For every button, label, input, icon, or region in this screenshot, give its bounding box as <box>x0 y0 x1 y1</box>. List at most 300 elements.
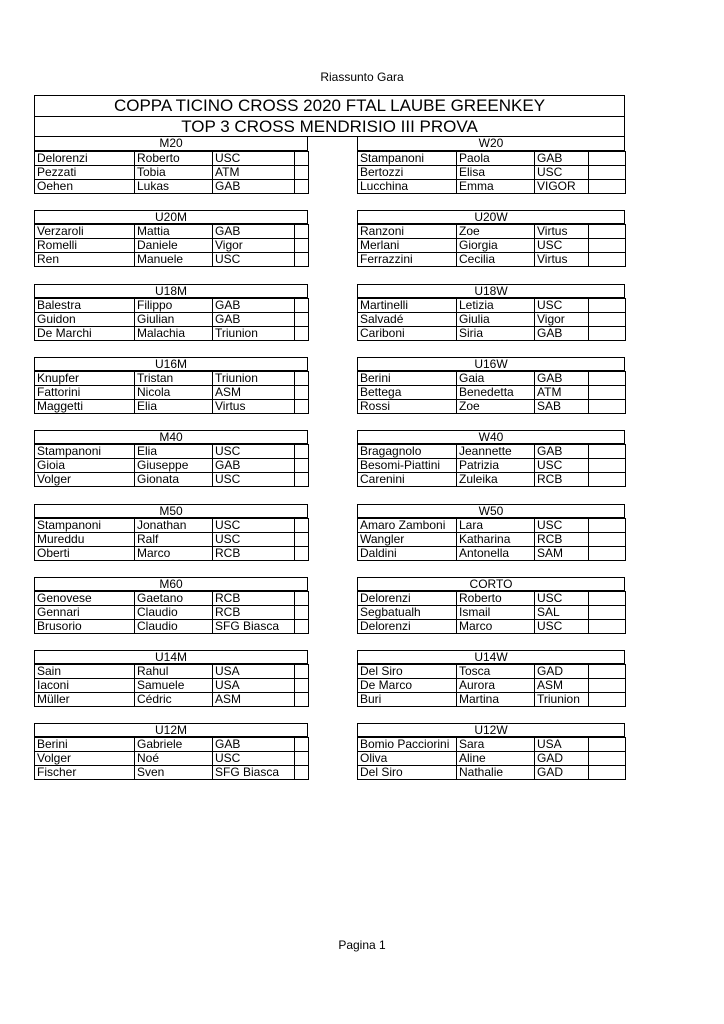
page-footer: Pagina 1 <box>338 938 386 952</box>
firstname-cell: Gaetano <box>135 591 213 605</box>
firstname-cell: Tristan <box>135 371 213 385</box>
firstname-cell: Sven <box>135 766 213 780</box>
firstname-cell: Giorgia <box>457 239 535 253</box>
surname-cell: Wangler <box>358 532 457 546</box>
category-block-right <box>357 577 625 634</box>
empty-cell <box>295 152 309 166</box>
club-cell: Vigor <box>213 239 295 253</box>
firstname-cell: Roberto <box>135 152 213 166</box>
table-row <box>358 518 626 532</box>
surname-cell: Oberti <box>35 546 135 560</box>
category-block-right <box>357 210 625 267</box>
club-cell: USC <box>535 298 589 312</box>
empty-cell <box>589 152 626 166</box>
club-cell: GAB <box>213 738 295 752</box>
empty-cell <box>589 738 626 752</box>
title-box <box>34 95 625 137</box>
category-block-left <box>34 723 308 780</box>
surname-cell: Segbatualh <box>358 605 457 619</box>
firstname-cell: Aline <box>457 752 535 766</box>
firstname-cell: Zoe <box>457 225 535 239</box>
firstname-cell: Martina <box>457 693 535 707</box>
surname-cell: Buri <box>358 693 457 707</box>
results-table <box>357 151 626 194</box>
table-row <box>35 298 309 312</box>
table-row <box>358 693 626 707</box>
empty-cell <box>589 298 626 312</box>
club-cell: USC <box>535 459 589 473</box>
firstname-cell: Marco <box>135 546 213 560</box>
firstname-cell: Gabriele <box>135 738 213 752</box>
club-cell: USA <box>213 679 295 693</box>
surname-cell: Iaconi <box>35 679 135 693</box>
table-row <box>35 693 309 707</box>
table-row <box>358 532 626 546</box>
empty-cell <box>295 298 309 312</box>
category-block-right <box>357 284 625 341</box>
category-block-left <box>34 650 308 707</box>
club-cell: GAB <box>535 326 589 340</box>
table-row <box>358 298 626 312</box>
table-row <box>358 152 626 166</box>
table-row <box>35 253 309 267</box>
table-row <box>35 518 309 532</box>
results-table <box>357 737 626 780</box>
club-cell: USC <box>213 518 295 532</box>
club-cell: USC <box>535 239 589 253</box>
surname-cell: Ren <box>35 253 135 267</box>
table-row <box>35 445 309 459</box>
empty-cell <box>295 180 309 194</box>
empty-cell <box>295 752 309 766</box>
table-row <box>35 591 309 605</box>
empty-cell <box>589 532 626 546</box>
firstname-cell: Samuele <box>135 679 213 693</box>
empty-cell <box>295 693 309 707</box>
results-table <box>357 371 626 414</box>
table-row <box>35 459 309 473</box>
category-block-right <box>357 723 625 780</box>
firstname-cell: Manuele <box>135 253 213 267</box>
firstname-cell: Noé <box>135 752 213 766</box>
empty-cell <box>295 532 309 546</box>
table-row <box>35 473 309 487</box>
firstname-cell: Lara <box>457 518 535 532</box>
firstname-cell: Marco <box>457 619 535 633</box>
table-row <box>35 532 309 546</box>
empty-cell <box>295 399 309 413</box>
firstname-cell: Malachia <box>135 326 213 340</box>
competition-title: COPPA TICINO CROSS 2020 FTAL LAUBE GREENKEY <box>113 96 546 115</box>
surname-cell: Balestra <box>35 298 135 312</box>
firstname-cell: Ralf <box>135 532 213 546</box>
empty-cell <box>589 459 626 473</box>
results-table <box>357 591 626 634</box>
results-table <box>34 591 309 634</box>
firstname-cell: Letizia <box>457 298 535 312</box>
firstname-cell: Claudio <box>135 619 213 633</box>
firstname-cell: Gaia <box>457 371 535 385</box>
club-cell: USC <box>213 152 295 166</box>
club-cell: USC <box>535 619 589 633</box>
category-block-left <box>34 284 308 341</box>
category-name: U18M <box>34 284 308 298</box>
surname-cell: Daldini <box>358 546 457 560</box>
firstname-cell: Sara <box>457 738 535 752</box>
table-row <box>358 253 626 267</box>
firstname-cell: Elisa <box>457 166 535 180</box>
club-cell: USC <box>213 445 295 459</box>
club-cell: Triunion <box>535 693 589 707</box>
empty-cell <box>295 445 309 459</box>
club-cell: ASM <box>213 385 295 399</box>
empty-cell <box>589 399 626 413</box>
category-name: U12W <box>357 723 625 737</box>
category-name: W50 <box>357 504 625 518</box>
club-cell: Virtus <box>535 253 589 267</box>
club-cell: SAL <box>535 605 589 619</box>
empty-cell <box>589 766 626 780</box>
category-block-right <box>357 357 625 414</box>
firstname-cell: Zuleika <box>457 473 535 487</box>
empty-cell <box>295 239 309 253</box>
empty-cell <box>295 546 309 560</box>
firstname-cell: Nathalie <box>457 766 535 780</box>
category-name: U14M <box>34 650 308 664</box>
category-name: U18W <box>357 284 625 298</box>
table-row <box>35 605 309 619</box>
club-cell: SAB <box>535 399 589 413</box>
empty-cell <box>589 326 626 340</box>
category-name: U14W <box>357 650 625 664</box>
club-cell: USA <box>213 665 295 679</box>
table-row <box>358 371 626 385</box>
surname-cell: Verzaroli <box>35 225 135 239</box>
table-row <box>35 239 309 253</box>
club-cell: RCB <box>213 591 295 605</box>
empty-cell <box>295 518 309 532</box>
club-cell: RCB <box>535 532 589 546</box>
surname-cell: Oliva <box>358 752 457 766</box>
category-block-left <box>34 137 308 194</box>
empty-cell <box>589 546 626 560</box>
results-table <box>34 151 309 194</box>
table-row <box>35 752 309 766</box>
club-cell: Virtus <box>535 225 589 239</box>
club-cell: USC <box>535 166 589 180</box>
surname-cell: Amaro Zamboni <box>358 518 457 532</box>
results-table <box>357 298 626 341</box>
empty-cell <box>589 253 626 267</box>
surname-cell: Sain <box>35 665 135 679</box>
surname-cell: De Marchi <box>35 326 135 340</box>
club-cell: ASM <box>213 693 295 707</box>
firstname-cell: Katharina <box>457 532 535 546</box>
firstname-cell: Patrizia <box>457 459 535 473</box>
club-cell: SFG Biasca <box>213 619 295 633</box>
firstname-cell: Filippo <box>135 298 213 312</box>
category-name: M50 <box>34 504 308 518</box>
surname-cell: Stampanoni <box>35 445 135 459</box>
firstname-cell: Siria <box>457 326 535 340</box>
empty-cell <box>589 166 626 180</box>
empty-cell <box>295 766 309 780</box>
empty-cell <box>295 605 309 619</box>
club-cell: VIGOR <box>535 180 589 194</box>
table-row <box>35 326 309 340</box>
surname-cell: Martinelli <box>358 298 457 312</box>
surname-cell: Müller <box>35 693 135 707</box>
surname-cell: Fattorini <box>35 385 135 399</box>
table-row <box>358 679 626 693</box>
empty-cell <box>589 693 626 707</box>
results-table <box>357 664 626 707</box>
firstname-cell: Tobia <box>135 166 213 180</box>
surname-cell: De Marco <box>358 679 457 693</box>
category-block-left <box>34 210 308 267</box>
surname-cell: Stampanoni <box>358 152 457 166</box>
surname-cell: Knupfer <box>35 371 135 385</box>
category-name: W40 <box>357 430 625 444</box>
surname-cell: Delorenzi <box>35 152 135 166</box>
category-name: M20 <box>34 137 308 151</box>
firstname-cell: Nicola <box>135 385 213 399</box>
surname-cell: Ranzoni <box>358 225 457 239</box>
firstname-cell: Tosca <box>457 665 535 679</box>
empty-cell <box>589 239 626 253</box>
table-row <box>358 665 626 679</box>
empty-cell <box>589 605 626 619</box>
club-cell: RCB <box>535 473 589 487</box>
club-cell: USC <box>213 532 295 546</box>
table-row <box>35 312 309 326</box>
surname-cell: Gennari <box>35 605 135 619</box>
surname-cell: Berini <box>358 371 457 385</box>
empty-cell <box>589 518 626 532</box>
empty-cell <box>589 371 626 385</box>
firstname-cell: Rahul <box>135 665 213 679</box>
table-row <box>35 399 309 413</box>
empty-cell <box>295 473 309 487</box>
empty-cell <box>589 225 626 239</box>
firstname-cell: Paola <box>457 152 535 166</box>
category-block-left <box>34 504 308 561</box>
surname-cell: Berini <box>35 738 135 752</box>
club-cell: SAM <box>535 546 589 560</box>
empty-cell <box>295 619 309 633</box>
surname-cell: Bomio Pacciorini <box>358 738 457 752</box>
club-cell: ASM <box>535 679 589 693</box>
table-row <box>35 385 309 399</box>
firstname-cell: Roberto <box>457 591 535 605</box>
empty-cell <box>295 371 309 385</box>
firstname-cell: Jeannette <box>457 445 535 459</box>
empty-cell <box>589 591 626 605</box>
empty-cell <box>295 665 309 679</box>
empty-cell <box>295 459 309 473</box>
table-row <box>358 385 626 399</box>
firstname-cell: Cédric <box>135 693 213 707</box>
surname-cell: Lucchina <box>358 180 457 194</box>
surname-cell: Gioia <box>35 459 135 473</box>
club-cell: USC <box>535 518 589 532</box>
surname-cell: Salvadé <box>358 312 457 326</box>
surname-cell: Delorenzi <box>358 619 457 633</box>
firstname-cell: Claudio <box>135 605 213 619</box>
club-cell: GAB <box>535 445 589 459</box>
club-cell: GAD <box>535 766 589 780</box>
category-block-right <box>357 430 625 487</box>
surname-cell: Bettega <box>358 385 457 399</box>
surname-cell: Guidon <box>35 312 135 326</box>
surname-cell: Del Siro <box>358 665 457 679</box>
surname-cell: Volger <box>35 473 135 487</box>
table-row <box>358 459 626 473</box>
firstname-cell: Giulia <box>457 312 535 326</box>
table-row <box>358 312 626 326</box>
table-row <box>358 605 626 619</box>
club-cell: GAD <box>535 752 589 766</box>
surname-cell: Cariboni <box>358 326 457 340</box>
club-cell: RCB <box>213 546 295 560</box>
results-table <box>34 371 309 414</box>
table-row <box>35 679 309 693</box>
club-cell: GAD <box>535 665 589 679</box>
table-row <box>35 371 309 385</box>
club-cell: USC <box>213 752 295 766</box>
surname-cell: Delorenzi <box>358 591 457 605</box>
category-name: W20 <box>357 137 625 151</box>
club-cell: GAB <box>213 180 295 194</box>
firstname-cell: Aurora <box>457 679 535 693</box>
category-block-left <box>34 577 308 634</box>
firstname-cell: Cecilia <box>457 253 535 267</box>
surname-cell: Stampanoni <box>35 518 135 532</box>
race-title: TOP 3 CROSS MENDRISIO III PROVA <box>35 116 624 137</box>
club-cell: Virtus <box>213 399 295 413</box>
firstname-cell: Elia <box>135 399 213 413</box>
table-row <box>35 665 309 679</box>
category-name: U16W <box>357 357 625 371</box>
table-row <box>358 546 626 560</box>
table-row <box>358 225 626 239</box>
empty-cell <box>295 326 309 340</box>
club-cell: ATM <box>213 166 295 180</box>
surname-cell: Brusorio <box>35 619 135 633</box>
results-table <box>357 224 626 267</box>
category-block-right <box>357 650 625 707</box>
results-table <box>34 518 309 561</box>
club-cell: USC <box>213 473 295 487</box>
surname-cell: Romelli <box>35 239 135 253</box>
results-table <box>34 298 309 341</box>
table-row <box>35 152 309 166</box>
empty-cell <box>589 473 626 487</box>
table-row <box>35 180 309 194</box>
firstname-cell: Giulian <box>135 312 213 326</box>
empty-cell <box>589 665 626 679</box>
empty-cell <box>589 619 626 633</box>
table-row <box>358 445 626 459</box>
table-row <box>358 180 626 194</box>
empty-cell <box>589 679 626 693</box>
club-cell: USC <box>213 253 295 267</box>
results-table <box>34 664 309 707</box>
surname-cell: Rossi <box>358 399 457 413</box>
category-name: U16M <box>34 357 308 371</box>
surname-cell: Oehen <box>35 180 135 194</box>
table-row <box>358 326 626 340</box>
category-name: U12M <box>34 723 308 737</box>
category-block-left <box>34 357 308 414</box>
firstname-cell: Benedetta <box>457 385 535 399</box>
category-name: CORTO <box>357 577 625 591</box>
table-row <box>358 619 626 633</box>
results-table <box>34 224 309 267</box>
empty-cell <box>295 225 309 239</box>
club-cell: GAB <box>535 152 589 166</box>
surname-cell: Mureddu <box>35 532 135 546</box>
surname-cell: Bragagnolo <box>358 445 457 459</box>
table-row <box>35 766 309 780</box>
club-cell: ATM <box>535 385 589 399</box>
club-cell: Triunion <box>213 371 295 385</box>
surname-cell: Bertozzi <box>358 166 457 180</box>
table-row <box>358 738 626 752</box>
empty-cell <box>295 385 309 399</box>
club-cell: GAB <box>213 312 295 326</box>
club-cell: GAB <box>213 298 295 312</box>
firstname-cell: Gionata <box>135 473 213 487</box>
firstname-cell: Lukas <box>135 180 213 194</box>
surname-cell: Del Siro <box>358 766 457 780</box>
empty-cell <box>589 752 626 766</box>
table-row <box>358 399 626 413</box>
empty-cell <box>589 445 626 459</box>
firstname-cell: Antonella <box>457 546 535 560</box>
empty-cell <box>589 180 626 194</box>
firstname-cell: Giuseppe <box>135 459 213 473</box>
table-row <box>35 738 309 752</box>
surname-cell: Volger <box>35 752 135 766</box>
empty-cell <box>295 253 309 267</box>
surname-cell: Merlani <box>358 239 457 253</box>
category-name: U20M <box>34 210 308 224</box>
category-name: M60 <box>34 577 308 591</box>
surname-cell: Maggetti <box>35 399 135 413</box>
club-cell: GAB <box>213 459 295 473</box>
club-cell: RCB <box>213 605 295 619</box>
table-row <box>358 239 626 253</box>
category-block-right <box>357 504 625 561</box>
surname-cell: Besomi-Piattini <box>358 459 457 473</box>
club-cell: SFG Biasca <box>213 766 295 780</box>
table-row <box>35 225 309 239</box>
firstname-cell: Jonathan <box>135 518 213 532</box>
table-row <box>35 546 309 560</box>
results-table <box>34 737 309 780</box>
club-cell: GAB <box>213 225 295 239</box>
firstname-cell: Mattia <box>135 225 213 239</box>
page-header: Riassunto Gara <box>320 70 404 84</box>
table-row <box>358 166 626 180</box>
table-row <box>358 591 626 605</box>
club-cell: USC <box>535 591 589 605</box>
table-row <box>358 766 626 780</box>
surname-cell: Fischer <box>35 766 135 780</box>
surname-cell: Carenini <box>358 473 457 487</box>
category-block-left <box>34 430 308 487</box>
